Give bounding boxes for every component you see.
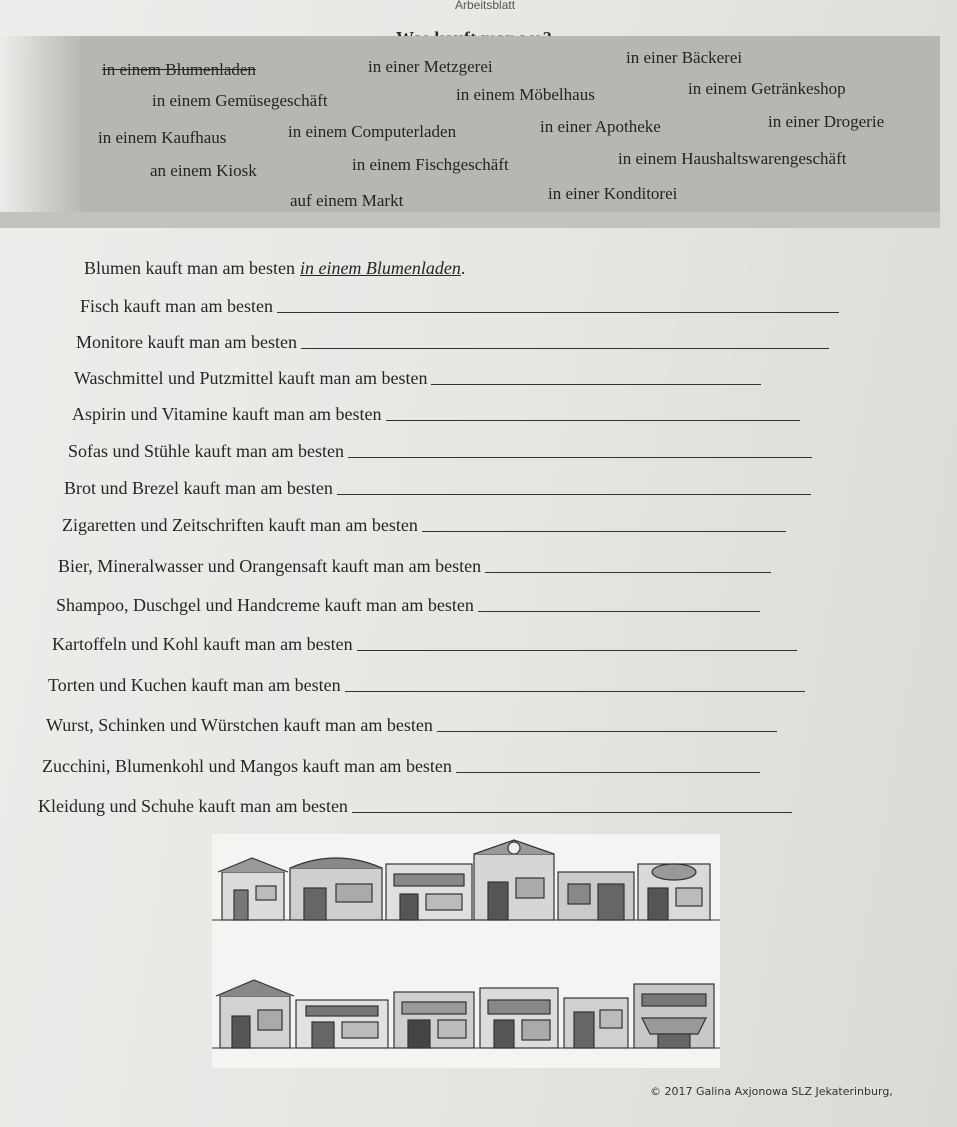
sentence-text: Shampoo, Duschgel und Handcreme kauft man am besten	[56, 595, 474, 615]
answer-blank[interactable]	[352, 811, 792, 813]
exercise-sentence-10	[52, 634, 797, 655]
sentence-text: Kleidung und Schuhe kauft man am besten	[38, 796, 348, 816]
exercise-sentence-6	[64, 478, 811, 499]
exercise-sentence-5	[68, 441, 812, 462]
exercise-sentence-7	[62, 515, 786, 536]
sentence-text: Brot und Brezel kauft man am besten	[64, 478, 333, 498]
exercise-sentence-14	[38, 796, 792, 817]
word-bank-item: in einem Blumenladen	[102, 60, 256, 79]
sentence-text: Fisch kauft man am besten	[80, 296, 273, 316]
sentence-text: Wurst, Schinken und Würstchen kauft man am besten	[46, 715, 433, 735]
sentence-text: Kartoffeln und Kohl kauft man am besten	[52, 634, 353, 654]
word-bank-item: in einem Kaufhaus	[98, 128, 227, 147]
answer-blank[interactable]	[348, 456, 812, 458]
sentence-text: Waschmittel und Putzmittel kauft man am besten	[74, 368, 428, 388]
word-bank-item: an einem Kiosk	[150, 161, 257, 180]
word-bank-item: in einer Drogerie	[768, 112, 885, 131]
sentence-text: Zigaretten und Zeitschriften kauft man am besten	[62, 515, 418, 535]
word-bank-item: in einem Möbelhaus	[456, 85, 595, 104]
exercise-sentence-12	[46, 715, 777, 736]
answer-blank[interactable]	[422, 530, 786, 532]
word-bank-item: in einer Metzgerei	[368, 57, 493, 76]
exercise-sentence-8	[58, 556, 771, 577]
word-bank-item: in einer Konditorei	[548, 184, 678, 203]
example-prefix: Blumen kauft man am besten	[84, 258, 295, 278]
exercise-sentence-9	[56, 595, 760, 616]
exercise-sentence-11	[48, 675, 805, 696]
word-bank-item: in einer Apotheke	[540, 117, 661, 136]
sentence-text: Zucchini, Blumenkohl und Mangos kauft man am besten	[42, 756, 452, 776]
word-bank-item: auf einem Markt	[290, 191, 404, 210]
copyright-notice: © 2017 Galina Axjonowa SLZ Jekaterinburg,	[650, 1085, 893, 1098]
answer-blank[interactable]	[386, 419, 800, 421]
sentence-text: Sofas und Stühle kauft man am besten	[68, 441, 344, 461]
exercise-sentence-2	[76, 332, 829, 353]
shops-illustration	[212, 834, 720, 1068]
exercise-sentence-1	[80, 296, 839, 317]
example-sentence	[84, 258, 465, 279]
exercise-sentence-3	[74, 368, 761, 389]
answer-blank[interactable]	[431, 383, 761, 385]
sentence-text: Monitore kauft man am besten	[76, 332, 297, 352]
answer-blank[interactable]	[437, 730, 777, 732]
answer-blank[interactable]	[277, 311, 839, 313]
word-bank-item: in einem Computerladen	[288, 122, 457, 141]
answer-blank[interactable]	[478, 610, 760, 612]
exercise-sentence-4	[72, 404, 800, 425]
answer-blank[interactable]	[485, 571, 771, 573]
answer-blank[interactable]	[301, 347, 829, 349]
word-bank-item: in einem Getränkeshop	[688, 79, 846, 98]
answer-blank[interactable]	[345, 690, 805, 692]
exercise-sentence-13	[42, 756, 760, 777]
answer-blank[interactable]	[337, 493, 811, 495]
word-bank-item: in einem Fischgeschäft	[352, 155, 509, 174]
word-bank-item: in einem Gemüsegeschäft	[152, 91, 328, 110]
example-answer: in einem Blumenladen	[299, 258, 461, 278]
sentence-text: Bier, Mineralwasser und Orangensaft kauft man am besten	[58, 556, 482, 576]
sentence-text: Torten und Kuchen kauft man am besten	[48, 675, 341, 695]
word-bank-item: in einer Bäckerei	[626, 48, 743, 67]
example-suffix: .	[460, 258, 466, 278]
sentence-text: Aspirin und Vitamine kauft man am besten	[72, 404, 382, 424]
word-bank-box	[84, 36, 940, 212]
header-label: Arbeitsblatt	[455, 0, 516, 12]
answer-blank[interactable]	[357, 649, 797, 651]
word-bank-item: in einem Haushaltswarengeschäft	[618, 149, 847, 168]
shops-drawing	[212, 834, 720, 1068]
answer-blank[interactable]	[456, 771, 760, 773]
